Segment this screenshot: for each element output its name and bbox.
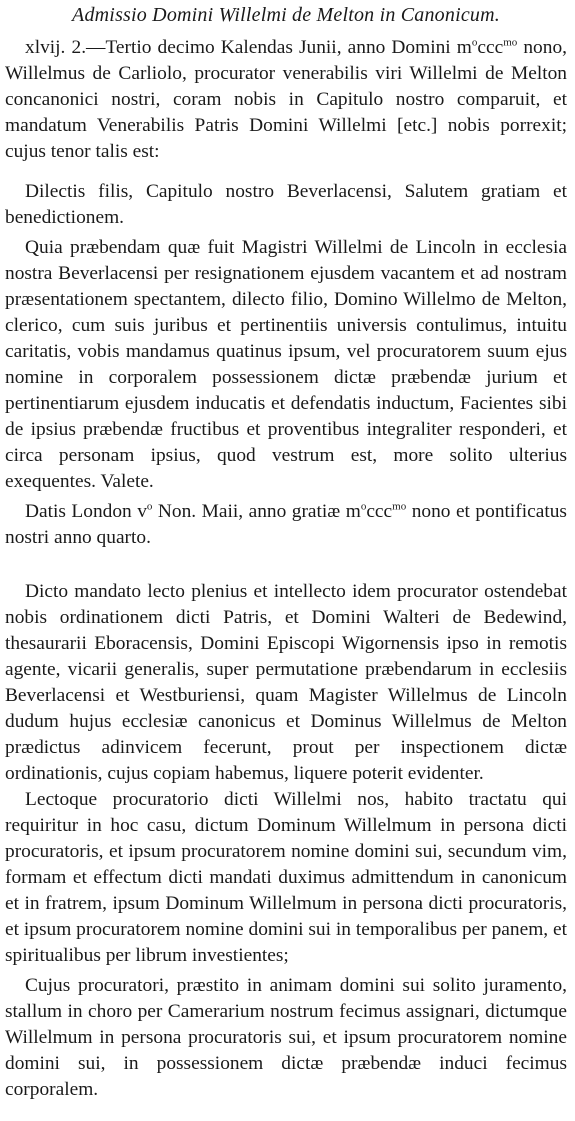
- ordinal-superscript: mo: [392, 500, 407, 513]
- ordinal-superscript: mo: [503, 36, 518, 49]
- dating-text: Non. Maii, anno gratiæ m: [152, 501, 361, 522]
- dating-text: nono et pontificatus nostri anno quarto.: [5, 501, 567, 548]
- page-title: Admissio Domini Willelmi de Melton in Canonicum.: [72, 4, 500, 26]
- entry-number: xlvij. 2.: [25, 37, 87, 58]
- entry-body-text: nono, Willelmus de Carliolo, procurator venerabilis viri Willelmi de Melton concanonici nostri, coram nobis in Capitulo nostro comparuit, et mandatum Venerabilis Patris Domini Willelmi [etc.] nobis porrexit; cujus tenor talis est:: [5, 37, 567, 162]
- installation-paragraph: Cujus procuratori, præstito in animam domini sui solito juramento, stallum in choro per Camerarium nostrum fecimus assignari, dictumque Willelmum in persona procuratoris sui, et ipsum procuratorem nomine domini sui, in possessionem dictæ præbendæ induci fecimus corporalem.: [5, 975, 567, 1100]
- year-numeral: ccc: [366, 501, 393, 522]
- dating-text: Datis London v: [25, 501, 147, 522]
- ordinal-superscript: o: [360, 500, 367, 513]
- ordination-paragraph: Dicto mandato lecto plenius et intellecto idem procurator ostendebat nobis ordinationem dicti Patris, et Domini Walteri de Bedewind, thesaurarii Eboracensis, Domini Episcopi Wigornensis ipso in remotis agente, vicarii generalis, super permutatione præbendarum in ecclesiis Beverlacensi et Westburiensi, quam Magister Willelmus de Lincoln dudum hujus ecclesiæ canonicus et Dominus Willelmus de Melton prædictus adinvicem fecerunt, prout per inspectionem dictæ ordinationis, cujus copiam habemus, liquere poterit evidenter.: [5, 581, 567, 784]
- year-numeral: ccc: [477, 37, 504, 58]
- section-spacer: [5, 165, 567, 179]
- ordinal-superscript: o: [146, 500, 153, 513]
- mandate-paragraph: Quia præbendam quæ fuit Magistri Willelmi de Lincoln in ecclesia nostra Beverlacensi per resignationem ejusdem vacantem et ad nostram præsentationem spectantem, dilecto filio, Domino Willelmo de Melton, clerico, cum suis juribus et pertinentiis universis contulimus, intuitu caritatis, vobis mandamus quatinus ipsum, vel procuratorem suum ejus nomine in corporalem possessionem dictæ præbendæ jurium et pertinentiarum ejusdem inducatis et defendatis inductum, Facientes sibi de ipsius præbendæ fructibus et proventibus integraliter responderi, et circa personam ipsius, quod vestrum est, more solito ulterius exequentes. Valete.: [5, 237, 567, 492]
- salutation-paragraph: Dilectis filis, Capitulo nostro Beverlacensi, Salutem gratiam et benedictionem.: [5, 181, 567, 228]
- entry-date-text: —Tertio decimo Kalendas Junii, anno Domini m: [86, 37, 472, 58]
- section-spacer: [5, 551, 567, 579]
- document-page: [0, 1, 575, 1121]
- admission-paragraph: Lectoque procuratorio dicti Willelmi nos, habito tractatu qui requiritur in hoc casu, dictum Dominum Willelmum in persona dicti procuratoris, et ipsum procuratorem nomine domini sui, secundum vim, formam et effectum dicti mandati duximus admittendum in canonicum et in fratrem, ipsum Dominum Willelmum in persona dicti procuratoris, et ipsum procuratorem nomine domini sui in temporalibus per panem, et spiritualibus per librum investientes;: [5, 789, 567, 966]
- entry-opening-paragraph: [5, 35, 567, 165]
- dating-clause-paragraph: [5, 499, 567, 551]
- ordinal-superscript: o: [471, 36, 478, 49]
